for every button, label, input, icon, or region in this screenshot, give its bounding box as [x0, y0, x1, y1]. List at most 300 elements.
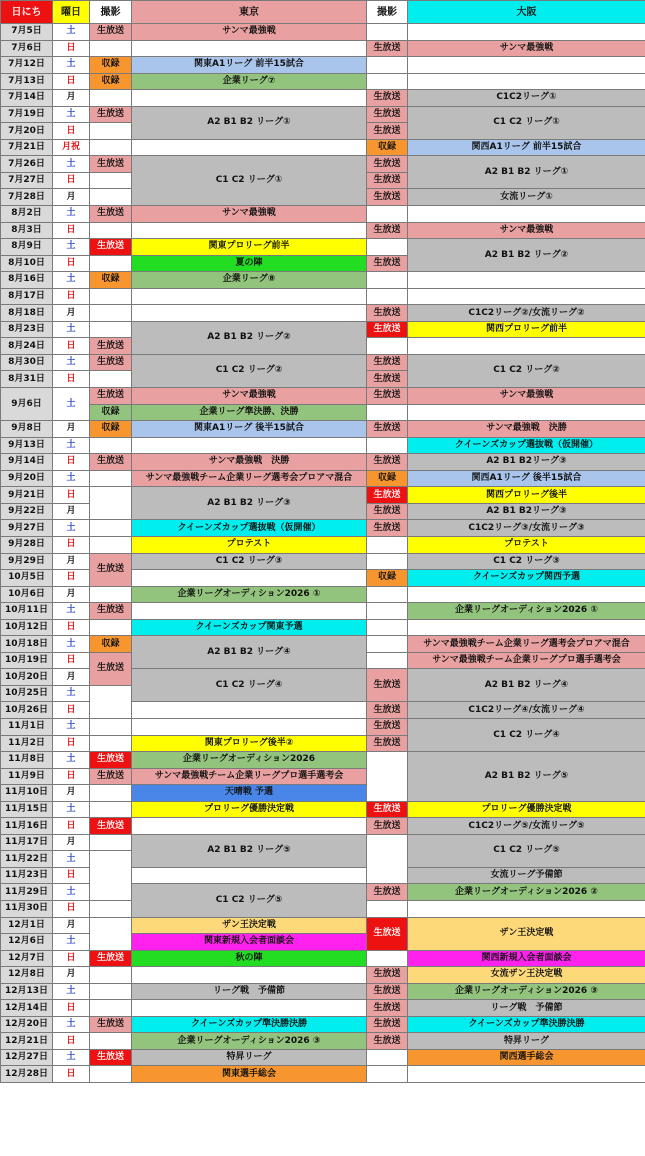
osaka-event-cell: サンマ最強戦チーム企業リーグ選考会プロアマ混合	[408, 636, 645, 653]
camera-osaka-cell	[367, 1066, 408, 1083]
weekday-cell: 月	[53, 189, 90, 206]
weekday-cell: 月	[53, 785, 90, 802]
table-row	[1, 454, 645, 471]
tokyo-event-cell: クイーンズカップ関東予選	[132, 619, 367, 636]
osaka-event-cell: ザン王決定戦	[408, 917, 645, 950]
weekday-cell: 月	[53, 967, 90, 984]
date-cell: 8月10日	[1, 255, 53, 272]
camera-tokyo-cell: 生放送	[90, 156, 132, 173]
camera-osaka-cell: 生放送	[367, 371, 408, 388]
camera-osaka-cell: 生放送	[367, 818, 408, 835]
osaka-event-cell: 企業リーグオーディション2026 ②	[408, 884, 645, 901]
date-cell: 8月30日	[1, 354, 53, 371]
tokyo-event-cell	[132, 718, 367, 735]
camera-osaka-cell	[367, 752, 408, 802]
weekday-cell: 土	[53, 718, 90, 735]
date-cell: 11月10日	[1, 785, 53, 802]
camera-osaka-cell: 生放送	[367, 321, 408, 338]
camera-tokyo-cell: 生放送	[90, 818, 132, 835]
tokyo-event-cell	[132, 40, 367, 57]
camera-tokyo-cell	[90, 785, 132, 802]
tokyo-event-cell	[132, 967, 367, 984]
camera-tokyo-cell: 収録	[90, 636, 132, 653]
camera-osaka-cell	[367, 900, 408, 917]
camera-osaka-cell	[367, 553, 408, 570]
tokyo-event-cell: 関東選手総会	[132, 1066, 367, 1083]
camera-osaka-cell	[367, 636, 408, 653]
osaka-event-cell: クイーンズカップ関西予選	[408, 570, 645, 587]
osaka-event-cell: 女流ザン王決定戦	[408, 967, 645, 984]
weekday-cell: 土	[53, 57, 90, 74]
osaka-event-cell: C1C2リーグ⑤/女流リーグ⑤	[408, 818, 645, 835]
camera-osaka-cell: 生放送	[367, 305, 408, 322]
camera-osaka-cell: 生放送	[367, 40, 408, 57]
camera-tokyo-cell	[90, 255, 132, 272]
weekday-cell: 月祝	[53, 139, 90, 156]
osaka-event-cell	[408, 338, 645, 355]
tokyo-event-cell: 関東新規入会者面談会	[132, 934, 367, 951]
osaka-event-cell: プロテスト	[408, 536, 645, 553]
osaka-event-cell: 関西A1リーグ 前半15試合	[408, 139, 645, 156]
tokyo-event-cell: ザン王決定戦	[132, 917, 367, 934]
table-row	[1, 603, 645, 620]
table-row	[1, 818, 645, 835]
weekday-cell: 土	[53, 106, 90, 123]
tokyo-event-cell: C1 C2 リーグ⑤	[132, 884, 367, 917]
table-row	[1, 139, 645, 156]
osaka-event-cell: 女流リーグ予備節	[408, 867, 645, 884]
camera-tokyo-cell	[90, 718, 132, 735]
camera-tokyo-cell	[90, 1033, 132, 1050]
weekday-cell: 日	[53, 619, 90, 636]
camera-tokyo-cell	[90, 90, 132, 107]
date-cell: 11月1日	[1, 718, 53, 735]
tokyo-event-cell: A2 B1 B2 リーグ②	[132, 321, 367, 354]
osaka-event-cell: 関西プロリーグ後半	[408, 487, 645, 504]
camera-tokyo-cell: 収録	[90, 421, 132, 438]
table-row	[1, 57, 645, 74]
tokyo-event-cell: C1 C2 リーグ③	[132, 553, 367, 570]
camera-tokyo-cell: 収録	[90, 73, 132, 90]
camera-tokyo-cell	[90, 1000, 132, 1017]
camera-osaka-cell: 生放送	[367, 388, 408, 405]
date-cell: 11月8日	[1, 752, 53, 769]
date-cell: 9月6日	[1, 388, 53, 421]
date-cell: 9月14日	[1, 454, 53, 471]
camera-osaka-cell: 生放送	[367, 354, 408, 371]
osaka-event-cell: A2 B1 B2 リーグ④	[408, 669, 645, 702]
osaka-event-cell: C1C2リーグ③/女流リーグ③	[408, 520, 645, 537]
date-cell: 8月18日	[1, 305, 53, 322]
camera-tokyo-cell	[90, 900, 132, 917]
camera-osaka-cell: 生放送	[367, 106, 408, 123]
osaka-event-cell: A2 B1 B2 リーグ⑤	[408, 752, 645, 802]
camera-tokyo-cell: 生放送	[90, 603, 132, 620]
weekday-cell: 月	[53, 421, 90, 438]
camera-osaka-cell	[367, 950, 408, 967]
camera-osaka-cell: 生放送	[367, 255, 408, 272]
osaka-event-cell: サンマ最強戦チーム企業リーグプロ選手選考会	[408, 652, 645, 669]
date-cell: 7月6日	[1, 40, 53, 57]
weekday-cell: 日	[53, 338, 90, 355]
tokyo-event-cell: リーグ戦 予備節	[132, 983, 367, 1000]
date-cell: 10月19日	[1, 652, 53, 669]
date-cell: 7月19日	[1, 106, 53, 123]
camera-tokyo-cell: 生放送	[90, 206, 132, 223]
osaka-event-cell: リーグ戦 予備節	[408, 1000, 645, 1017]
camera-osaka-cell: 生放送	[367, 967, 408, 984]
camera-tokyo-cell	[90, 851, 132, 901]
tokyo-event-cell: A2 B1 B2 リーグ④	[132, 636, 367, 669]
date-cell: 12月14日	[1, 1000, 53, 1017]
weekday-cell: 土	[53, 354, 90, 371]
tokyo-event-cell	[132, 570, 367, 587]
camera-osaka-cell: 生放送	[367, 421, 408, 438]
date-cell: 8月2日	[1, 206, 53, 223]
camera-osaka-cell	[367, 404, 408, 421]
weekday-cell: 日	[53, 1033, 90, 1050]
date-cell: 7月12日	[1, 57, 53, 74]
date-cell: 11月15日	[1, 801, 53, 818]
camera-tokyo-cell: 生放送	[90, 752, 132, 769]
weekday-cell: 土	[53, 388, 90, 421]
date-cell: 11月17日	[1, 834, 53, 851]
tokyo-event-cell: 企業リーグ⑦	[132, 73, 367, 90]
date-cell: 8月17日	[1, 288, 53, 305]
weekday-cell: 日	[53, 222, 90, 239]
camera-tokyo-cell	[90, 735, 132, 752]
tokyo-event-cell: A2 B1 B2 リーグ③	[132, 487, 367, 520]
osaka-event-cell: A2 B1 B2リーグ③	[408, 503, 645, 520]
camera-osaka-cell: 生放送	[367, 503, 408, 520]
camera-osaka-cell: 生放送	[367, 884, 408, 901]
table-row	[1, 73, 645, 90]
date-cell: 11月30日	[1, 900, 53, 917]
header-camera-tokyo: 撮影	[90, 1, 132, 24]
camera-osaka-cell: 収録	[367, 470, 408, 487]
osaka-event-cell	[408, 900, 645, 917]
osaka-event-cell: C1 C2 リーグ①	[408, 106, 645, 139]
tokyo-event-cell: 企業リーグオーディション2026 ①	[132, 586, 367, 603]
weekday-cell: 月	[53, 553, 90, 570]
camera-osaka-cell	[367, 206, 408, 223]
date-cell: 12月6日	[1, 934, 53, 951]
camera-tokyo-cell: 生放送	[90, 354, 132, 371]
header-tokyo: 東京	[132, 1, 367, 24]
weekday-cell: 日	[53, 570, 90, 587]
camera-tokyo-cell: 生放送	[90, 239, 132, 256]
weekday-cell: 日	[53, 818, 90, 835]
table-row	[1, 520, 645, 537]
date-cell: 12月1日	[1, 917, 53, 934]
table-row	[1, 619, 645, 636]
date-cell: 7月5日	[1, 24, 53, 41]
weekday-cell: 土	[53, 752, 90, 769]
table-row	[1, 470, 645, 487]
date-cell: 12月27日	[1, 1049, 53, 1066]
osaka-event-cell: 関西プロリーグ前半	[408, 321, 645, 338]
date-cell: 7月27日	[1, 172, 53, 189]
table-row	[1, 288, 645, 305]
table-row	[1, 636, 645, 653]
date-cell: 9月28日	[1, 536, 53, 553]
tokyo-event-cell: C1 C2 リーグ④	[132, 669, 367, 702]
table-row	[1, 24, 645, 41]
osaka-event-cell: 関西選手総会	[408, 1049, 645, 1066]
date-cell: 11月2日	[1, 735, 53, 752]
camera-osaka-cell	[367, 603, 408, 620]
camera-tokyo-cell: 生放送	[90, 553, 132, 586]
weekday-cell: 土	[53, 520, 90, 537]
tokyo-event-cell: 関東プロリーグ後半②	[132, 735, 367, 752]
camera-tokyo-cell	[90, 371, 132, 388]
osaka-event-cell: サンマ最強戦	[408, 222, 645, 239]
date-cell: 9月22日	[1, 503, 53, 520]
table-row	[1, 536, 645, 553]
tokyo-event-cell: クイーンズカップ選抜戦（仮開催）	[132, 520, 367, 537]
tokyo-event-cell: 関東プロリーグ前半	[132, 239, 367, 256]
camera-tokyo-cell	[90, 967, 132, 984]
date-cell: 7月26日	[1, 156, 53, 173]
tokyo-event-cell: サンマ最強戦	[132, 206, 367, 223]
table-row	[1, 586, 645, 603]
osaka-event-cell: サンマ最強戦 決勝	[408, 421, 645, 438]
tokyo-event-cell: サンマ最強戦	[132, 24, 367, 41]
osaka-event-cell	[408, 57, 645, 74]
camera-tokyo-cell	[90, 685, 132, 718]
weekday-cell: 土	[53, 321, 90, 338]
camera-osaka-cell: 生放送	[367, 801, 408, 818]
tokyo-event-cell: 企業リーグ準決勝、決勝	[132, 404, 367, 421]
camera-tokyo-cell	[90, 520, 132, 537]
osaka-event-cell: 企業リーグオーディション2026 ③	[408, 983, 645, 1000]
date-cell: 10月26日	[1, 702, 53, 719]
camera-osaka-cell: 生放送	[367, 156, 408, 173]
weekday-cell: 土	[53, 685, 90, 702]
date-cell: 9月21日	[1, 487, 53, 504]
camera-osaka-cell: 生放送	[367, 454, 408, 471]
table-row	[1, 206, 645, 223]
camera-tokyo-cell: 収録	[90, 404, 132, 421]
camera-tokyo-cell	[90, 288, 132, 305]
weekday-cell: 土	[53, 603, 90, 620]
osaka-event-cell	[408, 586, 645, 603]
osaka-event-cell: 特昇リーグ	[408, 1033, 645, 1050]
camera-osaka-cell: 生放送	[367, 1016, 408, 1033]
osaka-event-cell: C1C2リーグ①	[408, 90, 645, 107]
camera-tokyo-cell	[90, 470, 132, 487]
camera-tokyo-cell: 生放送	[90, 950, 132, 967]
tokyo-event-cell: 特昇リーグ	[132, 1049, 367, 1066]
camera-tokyo-cell	[90, 487, 132, 520]
camera-tokyo-cell: 生放送	[90, 106, 132, 123]
camera-osaka-cell	[367, 239, 408, 256]
table-row	[1, 950, 645, 967]
camera-osaka-cell: 生放送	[367, 189, 408, 206]
weekday-cell: 土	[53, 156, 90, 173]
tokyo-event-cell	[132, 90, 367, 107]
table-row	[1, 388, 645, 405]
date-cell: 7月21日	[1, 139, 53, 156]
camera-osaka-cell: 収録	[367, 570, 408, 587]
table-row	[1, 801, 645, 818]
weekday-cell: 土	[53, 983, 90, 1000]
table-row	[1, 437, 645, 454]
weekday-cell: 月	[53, 90, 90, 107]
camera-tokyo-cell: 生放送	[90, 454, 132, 471]
table-row	[1, 156, 645, 173]
date-cell: 10月18日	[1, 636, 53, 653]
weekday-cell: 日	[53, 454, 90, 471]
osaka-event-cell: C1 C2 リーグ③	[408, 553, 645, 570]
camera-osaka-cell	[367, 586, 408, 603]
camera-osaka-cell	[367, 536, 408, 553]
camera-osaka-cell: 生放送	[367, 718, 408, 735]
date-cell: 8月16日	[1, 272, 53, 289]
camera-tokyo-cell: 生放送	[90, 768, 132, 785]
tokyo-event-cell	[132, 867, 367, 884]
table-row	[1, 305, 645, 322]
weekday-cell: 日	[53, 371, 90, 388]
table-row	[1, 917, 645, 934]
camera-osaka-cell: 生放送	[367, 123, 408, 140]
date-cell: 9月27日	[1, 520, 53, 537]
table-row	[1, 272, 645, 289]
weekday-cell: 日	[53, 536, 90, 553]
weekday-cell: 日	[53, 1066, 90, 1083]
date-cell: 10月20日	[1, 669, 53, 686]
table-row	[1, 834, 645, 851]
date-cell: 8月24日	[1, 338, 53, 355]
camera-tokyo-cell: 収録	[90, 272, 132, 289]
camera-osaka-cell: 生放送	[367, 669, 408, 702]
table-row	[1, 321, 645, 338]
date-cell: 7月13日	[1, 73, 53, 90]
weekday-cell: 月	[53, 503, 90, 520]
camera-tokyo-cell: 生放送	[90, 388, 132, 405]
camera-osaka-cell	[367, 652, 408, 669]
osaka-event-cell	[408, 619, 645, 636]
table-row	[1, 239, 645, 256]
osaka-event-cell: 関西A1リーグ 後半15試合	[408, 470, 645, 487]
osaka-event-cell: クイーンズカップ選抜戦（仮開催）	[408, 437, 645, 454]
osaka-event-cell: C1 C2 リーグ⑤	[408, 834, 645, 867]
table-row	[1, 421, 645, 438]
tokyo-event-cell: 秋の陣	[132, 950, 367, 967]
date-cell: 12月8日	[1, 967, 53, 984]
osaka-event-cell: A2 B1 B2リーグ③	[408, 454, 645, 471]
date-cell: 9月20日	[1, 470, 53, 487]
table-row	[1, 106, 645, 123]
tokyo-event-cell	[132, 139, 367, 156]
weekday-cell: 土	[53, 1016, 90, 1033]
header-date: 日にち	[1, 1, 53, 24]
camera-tokyo-cell	[90, 139, 132, 156]
osaka-event-cell	[408, 288, 645, 305]
camera-tokyo-cell	[90, 172, 132, 189]
weekday-cell: 月	[53, 834, 90, 851]
camera-tokyo-cell	[90, 305, 132, 322]
weekday-cell: 土	[53, 934, 90, 951]
date-cell: 7月20日	[1, 123, 53, 140]
date-cell: 11月16日	[1, 818, 53, 835]
osaka-event-cell	[408, 73, 645, 90]
camera-osaka-cell: 生放送	[367, 1000, 408, 1017]
osaka-event-cell	[408, 272, 645, 289]
date-cell: 11月9日	[1, 768, 53, 785]
date-cell: 8月31日	[1, 371, 53, 388]
date-cell: 11月22日	[1, 851, 53, 868]
table-row	[1, 1049, 645, 1066]
camera-osaka-cell: 生放送	[367, 983, 408, 1000]
date-cell: 12月28日	[1, 1066, 53, 1083]
date-cell: 10月5日	[1, 570, 53, 587]
camera-tokyo-cell	[90, 40, 132, 57]
tokyo-event-cell: 天晴戦 予選	[132, 785, 367, 802]
camera-tokyo-cell: 生放送	[90, 1016, 132, 1033]
tokyo-event-cell: C1 C2 リーグ②	[132, 354, 367, 387]
camera-osaka-cell	[367, 1049, 408, 1066]
weekday-cell: 土	[53, 884, 90, 901]
header-osaka: 大阪	[408, 1, 645, 24]
weekday-cell: 日	[53, 768, 90, 785]
weekday-cell: 土	[53, 1049, 90, 1066]
osaka-event-cell	[408, 24, 645, 41]
weekday-cell: 日	[53, 900, 90, 917]
date-cell: 12月13日	[1, 983, 53, 1000]
tokyo-event-cell: サンマ最強戦チーム企業リーグプロ選手選考会	[132, 768, 367, 785]
header-camera-osaka: 撮影	[367, 1, 408, 24]
table-row	[1, 487, 645, 504]
tokyo-event-cell: 夏の陣	[132, 255, 367, 272]
weekday-cell: 土	[53, 801, 90, 818]
osaka-event-cell: C1 C2 リーグ④	[408, 718, 645, 751]
camera-osaka-cell: 生放送	[367, 735, 408, 752]
weekday-cell: 日	[53, 288, 90, 305]
date-cell: 9月8日	[1, 421, 53, 438]
date-cell: 9月29日	[1, 553, 53, 570]
osaka-event-cell: A2 B1 B2 リーグ②	[408, 239, 645, 272]
tokyo-event-cell	[132, 305, 367, 322]
table-row	[1, 40, 645, 57]
osaka-event-cell: 関西新規入会者面談会	[408, 950, 645, 967]
camera-tokyo-cell	[90, 437, 132, 454]
weekday-cell: 土	[53, 851, 90, 868]
tokyo-event-cell: 企業リーグオーディション2026	[132, 752, 367, 769]
osaka-event-cell	[408, 1066, 645, 1083]
osaka-event-cell	[408, 206, 645, 223]
camera-tokyo-cell	[90, 189, 132, 206]
date-cell: 8月9日	[1, 239, 53, 256]
table-row	[1, 1033, 645, 1050]
tokyo-event-cell: プロリーグ優勝決定戦	[132, 801, 367, 818]
weekday-cell: 日	[53, 487, 90, 504]
tokyo-event-cell: 企業リーグ⑧	[132, 272, 367, 289]
date-cell: 7月14日	[1, 90, 53, 107]
tokyo-event-cell: A2 B1 B2 リーグ①	[132, 106, 367, 139]
camera-osaka-cell	[367, 24, 408, 41]
camera-osaka-cell	[367, 834, 408, 884]
camera-osaka-cell	[367, 73, 408, 90]
header-weekday: 曜日	[53, 1, 90, 24]
osaka-event-cell: A2 B1 B2 リーグ①	[408, 156, 645, 189]
tokyo-event-cell	[132, 603, 367, 620]
table-row	[1, 354, 645, 371]
weekday-cell: 日	[53, 40, 90, 57]
camera-tokyo-cell	[90, 222, 132, 239]
tokyo-event-cell: C1 C2 リーグ①	[132, 156, 367, 206]
camera-tokyo-cell	[90, 619, 132, 636]
